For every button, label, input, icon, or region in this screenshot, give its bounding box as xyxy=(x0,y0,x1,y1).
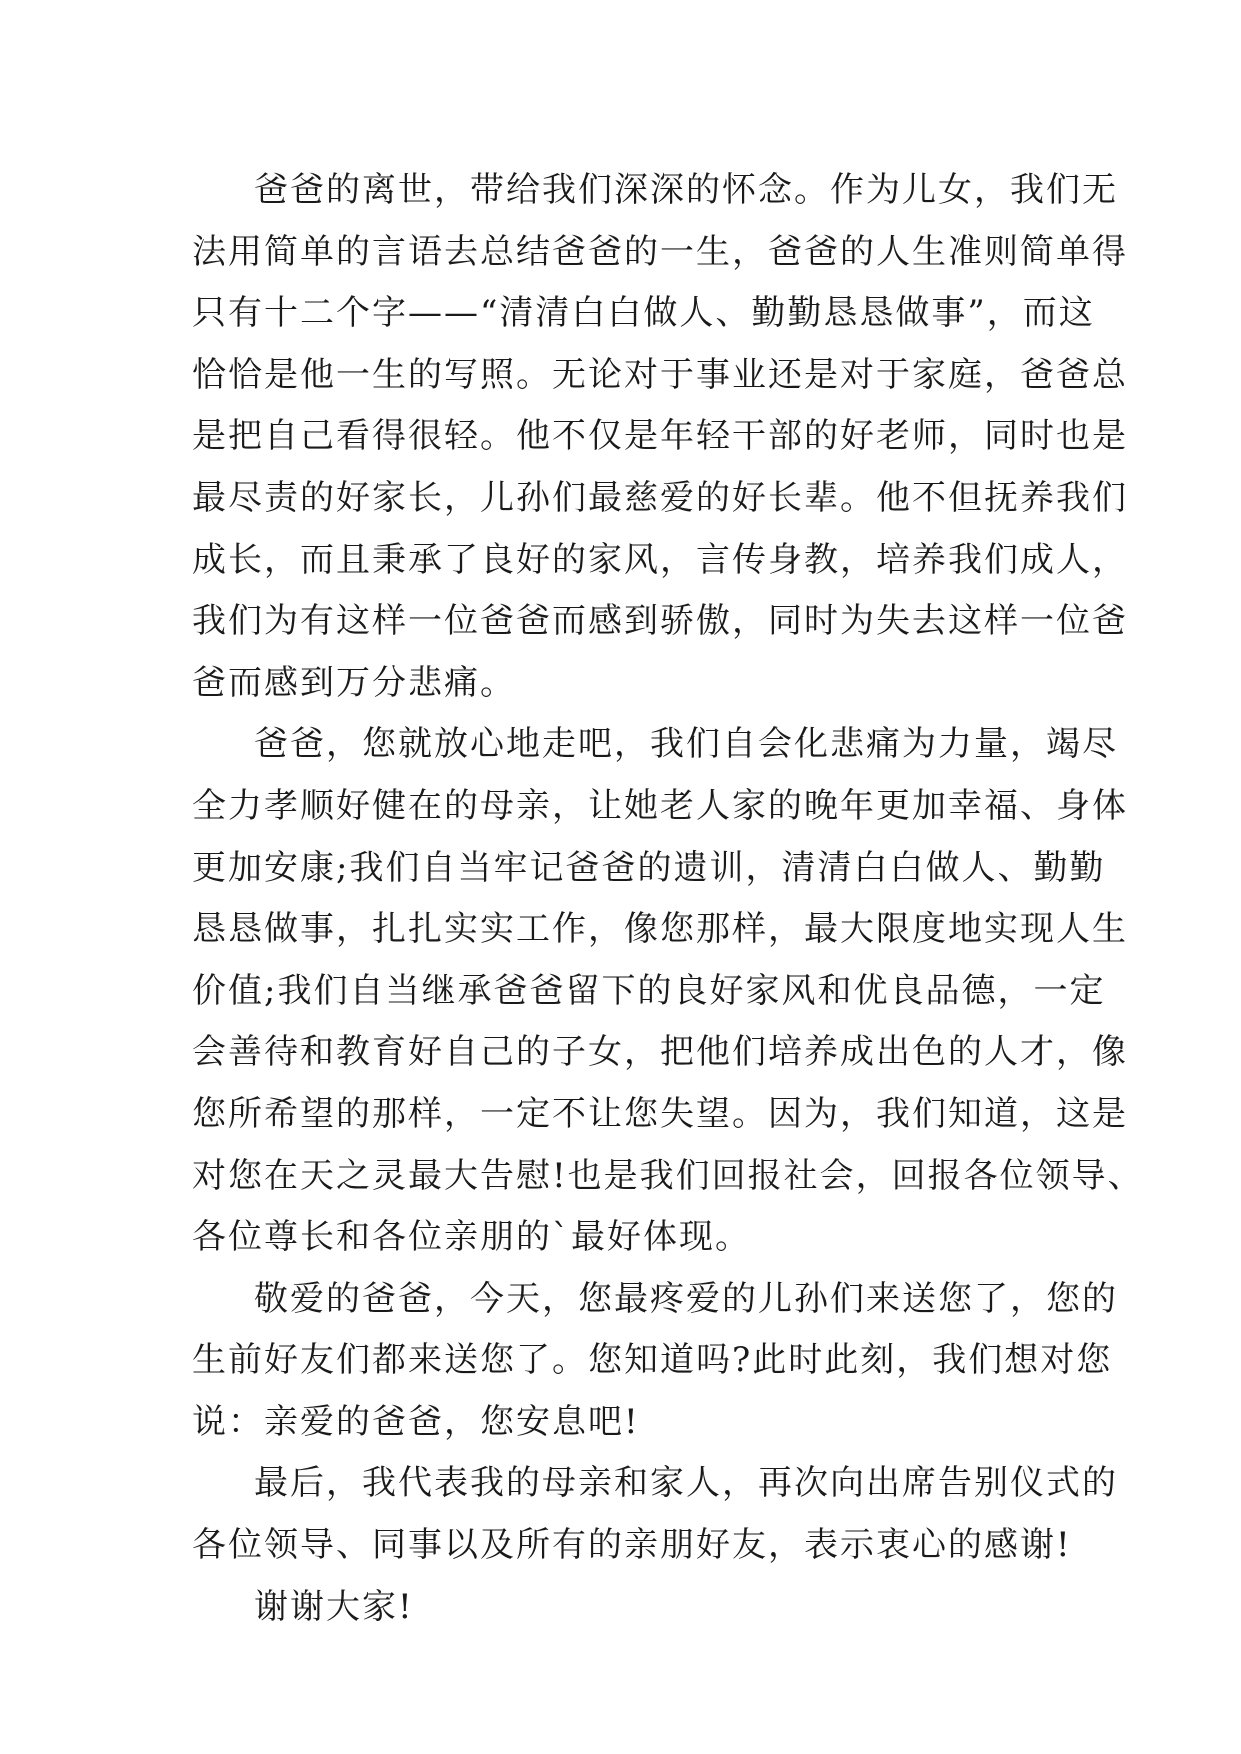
text-line: 全力孝顺好健在的母亲，让她老人家的晚年更加幸福、身体 xyxy=(192,785,1128,826)
text-line: 我们为有这样一位爸爸而感到骄傲，同时为失去这样一位爸 xyxy=(192,601,1128,642)
paragraph-2 xyxy=(192,714,1144,1268)
paragraph-4 xyxy=(192,1453,1118,1576)
text-line: 您所希望的那样，一定不让您失望。因为，我们知道，这是 xyxy=(192,1093,1128,1134)
text-line: 价值;我们自当继承爸爸留下的良好家风和优良品德，一定 xyxy=(192,970,1106,1011)
text-line: 各位尊长和各位亲朋的`最好体现。 xyxy=(192,1217,751,1258)
text-line: 说：亲爱的爸爸，您安息吧! xyxy=(192,1401,640,1442)
text-line: 最后，我代表我的母亲和家人，再次向出席告别仪式的 xyxy=(254,1463,1118,1504)
text-line: 会善待和教育好自己的子女，把他们培养成出色的人才，像 xyxy=(192,1032,1128,1073)
text-line: 敬爱的爸爸，今天，您最疼爱的儿孙们来送您了，您的 xyxy=(254,1278,1118,1319)
text-line: 法用简单的言语去总结爸爸的一生，爸爸的人生准则简单得 xyxy=(192,231,1128,272)
paragraph-3 xyxy=(192,1269,1118,1454)
document-body xyxy=(192,160,1144,1638)
text-line: 只有十二个字——“清清白白做人、勤勤恳恳做事”，而这 xyxy=(192,293,1095,334)
text-line: 恰恰是他一生的写照。无论对于事业还是对于家庭，爸爸总 xyxy=(192,354,1128,395)
text-line: 爸爸，您就放心地走吧，我们自会化悲痛为力量，竭尽 xyxy=(254,724,1118,765)
text-line: 成长，而且秉承了良好的家风，言传身教，培养我们成人， xyxy=(192,539,1128,580)
text-line: 各位领导、同事以及所有的亲朋好友，表示衷心的感谢! xyxy=(192,1525,1072,1566)
text-line: 对您在天之灵最大告慰!也是我们回报社会，回报各位领导、 xyxy=(192,1155,1144,1196)
text-line: 生前好友们都来送您了。您知道吗?此时此刻，我们想对您 xyxy=(192,1340,1113,1381)
text-line: 爸爸的离世，带给我们深深的怀念。作为儿女，我们无 xyxy=(254,170,1118,210)
paragraph-1 xyxy=(192,160,1128,714)
text-line: 更加安康;我们自当牢记爸爸的遗训，清清白白做人、勤勤 xyxy=(192,847,1106,888)
text-line: 恳恳做事，扎扎实实工作，像您那样，最大限度地实现人生 xyxy=(192,909,1128,950)
paragraph-5 xyxy=(192,1577,1072,1639)
text-line: 爸而感到万分悲痛。 xyxy=(192,662,516,703)
text-line: 最尽责的好家长，儿孙们最慈爱的好长辈。他不但抚养我们 xyxy=(192,477,1128,518)
text-line: 谢谢大家! xyxy=(254,1586,414,1627)
text-line: 是把自己看得很轻。他不仅是年轻干部的好老师，同时也是 xyxy=(192,416,1128,457)
